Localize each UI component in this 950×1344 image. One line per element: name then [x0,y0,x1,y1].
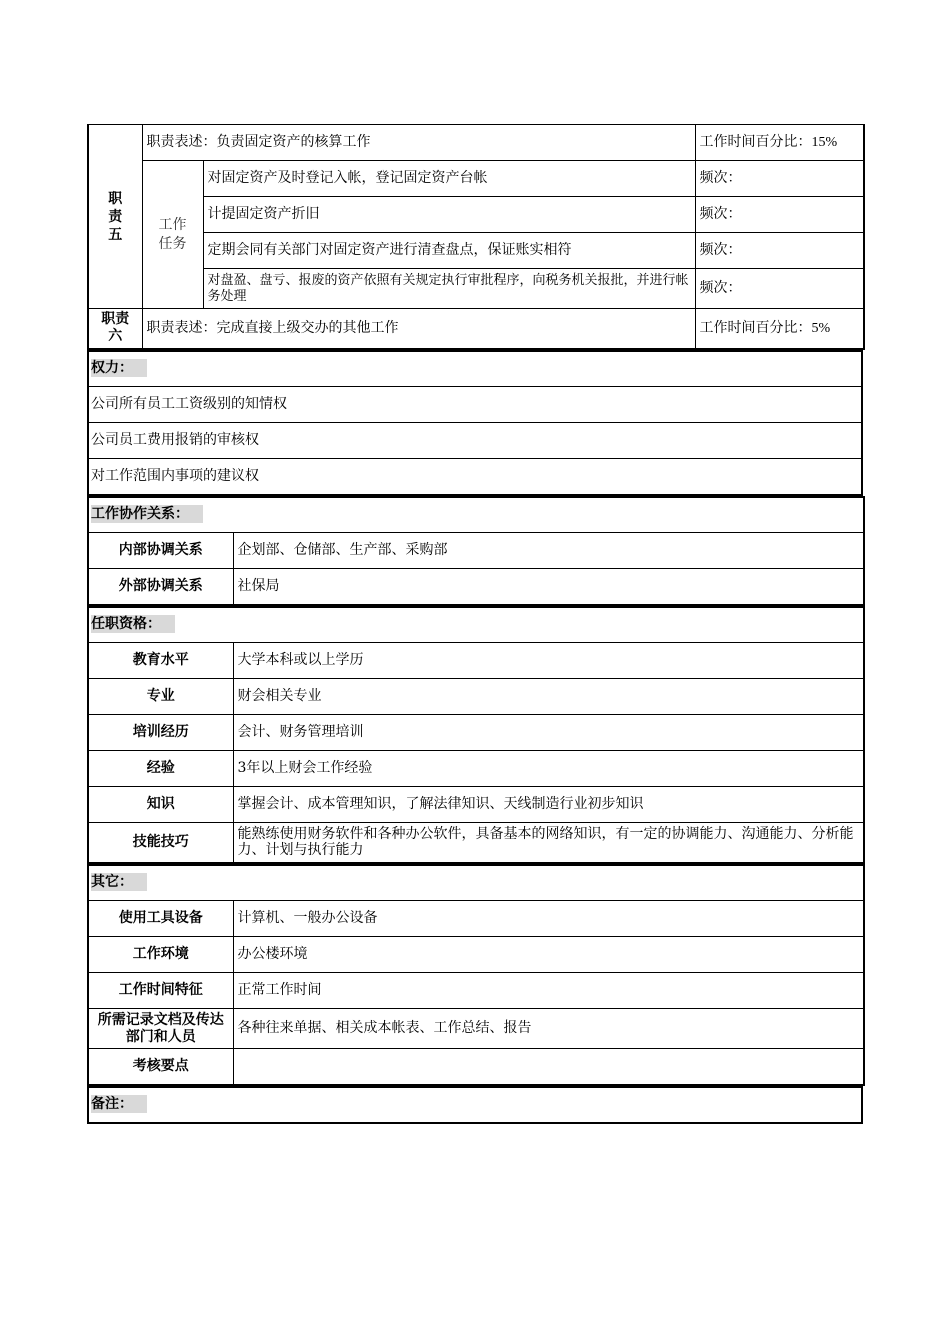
work-time-label: 工作时间特征 [88,973,233,1009]
duty5-task-1: 对固定资产及时登记入帐，登记固定资产台帐 [203,161,695,197]
relations-table [87,496,865,606]
job-description-sheet [87,124,863,1124]
records-label: 所需记录文档及传达部门和人员 [88,1009,233,1049]
others-header: 其它： [88,865,864,901]
knowledge-value: 掌握会计、成本管理知识，了解法律知识、天线制造行业初步知识 [233,787,864,823]
skills-label: 技能技巧 [88,823,233,863]
rights-item-2: 公司员工费用报销的审核权 [88,423,862,459]
duty5-task-3-freq: 频次： [695,233,864,269]
duty5-task-2: 计提固定资产折旧 [203,197,695,233]
duty5-description: 职责表述：负责固定资产的核算工作 [142,125,695,161]
rights-header: 权力： [88,351,862,387]
major-label: 专业 [88,679,233,715]
rights-table [87,350,863,496]
duty5-task-2-freq: 频次： [695,197,864,233]
education-value: 大学本科或以上学历 [233,643,864,679]
relations-header: 工作协作关系： [88,497,864,533]
duty5-time-percent: 工作时间百分比：15% [695,125,864,161]
assessment-value [233,1049,864,1085]
external-relations-value: 社保局 [233,569,864,605]
tools-label: 使用工具设备 [88,901,233,937]
qualifications-header: 任职资格： [88,607,864,643]
duty6-description: 职责表述：完成直接上级交办的其他工作 [142,309,695,349]
duty5-task-4: 对盘盈、盘亏、报废的资产依照有关规定执行审批程序，向税务机关报批，并进行帐务处理 [203,269,695,309]
duties-table [87,124,865,350]
qualifications-table [87,606,865,864]
duty5-label: 职 责 五 [88,125,142,309]
experience-value: 3年以上财会工作经验 [233,751,864,787]
knowledge-label: 知识 [88,787,233,823]
tools-value: 计算机、一般办公设备 [233,901,864,937]
training-label: 培训经历 [88,715,233,751]
experience-label: 经验 [88,751,233,787]
duty5-task-4-freq: 频次： [695,269,864,309]
environment-label: 工作环境 [88,937,233,973]
assessment-label: 考核要点 [88,1049,233,1085]
internal-relations-value: 企划部、仓储部、生产部、采购部 [233,533,864,569]
work-time-value: 正常工作时间 [233,973,864,1009]
training-value: 会计、财务管理培训 [233,715,864,751]
rights-item-3: 对工作范围内事项的建议权 [88,459,862,495]
skills-value: 能熟练使用财务软件和各种办公软件，具备基本的网络知识，有一定的协调能力、沟通能力、分析能力、计划与执行能力 [233,823,864,863]
external-relations-label: 外部协调关系 [88,569,233,605]
internal-relations-label: 内部协调关系 [88,533,233,569]
major-value: 财会相关专业 [233,679,864,715]
duty5-task-1-freq: 频次： [695,161,864,197]
duty5-task-label: 工作 任务 [142,161,203,309]
duty6-time-percent: 工作时间百分比：5% [695,309,864,349]
others-table [87,864,865,1086]
environment-value: 办公楼环境 [233,937,864,973]
records-value: 各种往来单据、相关成本帐表、工作总结、报告 [233,1009,864,1049]
remarks-table [87,1086,863,1124]
rights-item-1: 公司所有员工工资级别的知情权 [88,387,862,423]
remarks-header: 备注： [88,1087,862,1123]
education-label: 教育水平 [88,643,233,679]
duty5-task-3: 定期会同有关部门对固定资产进行清查盘点，保证账实相符 [203,233,695,269]
duty6-label: 职责 六 [88,309,142,349]
